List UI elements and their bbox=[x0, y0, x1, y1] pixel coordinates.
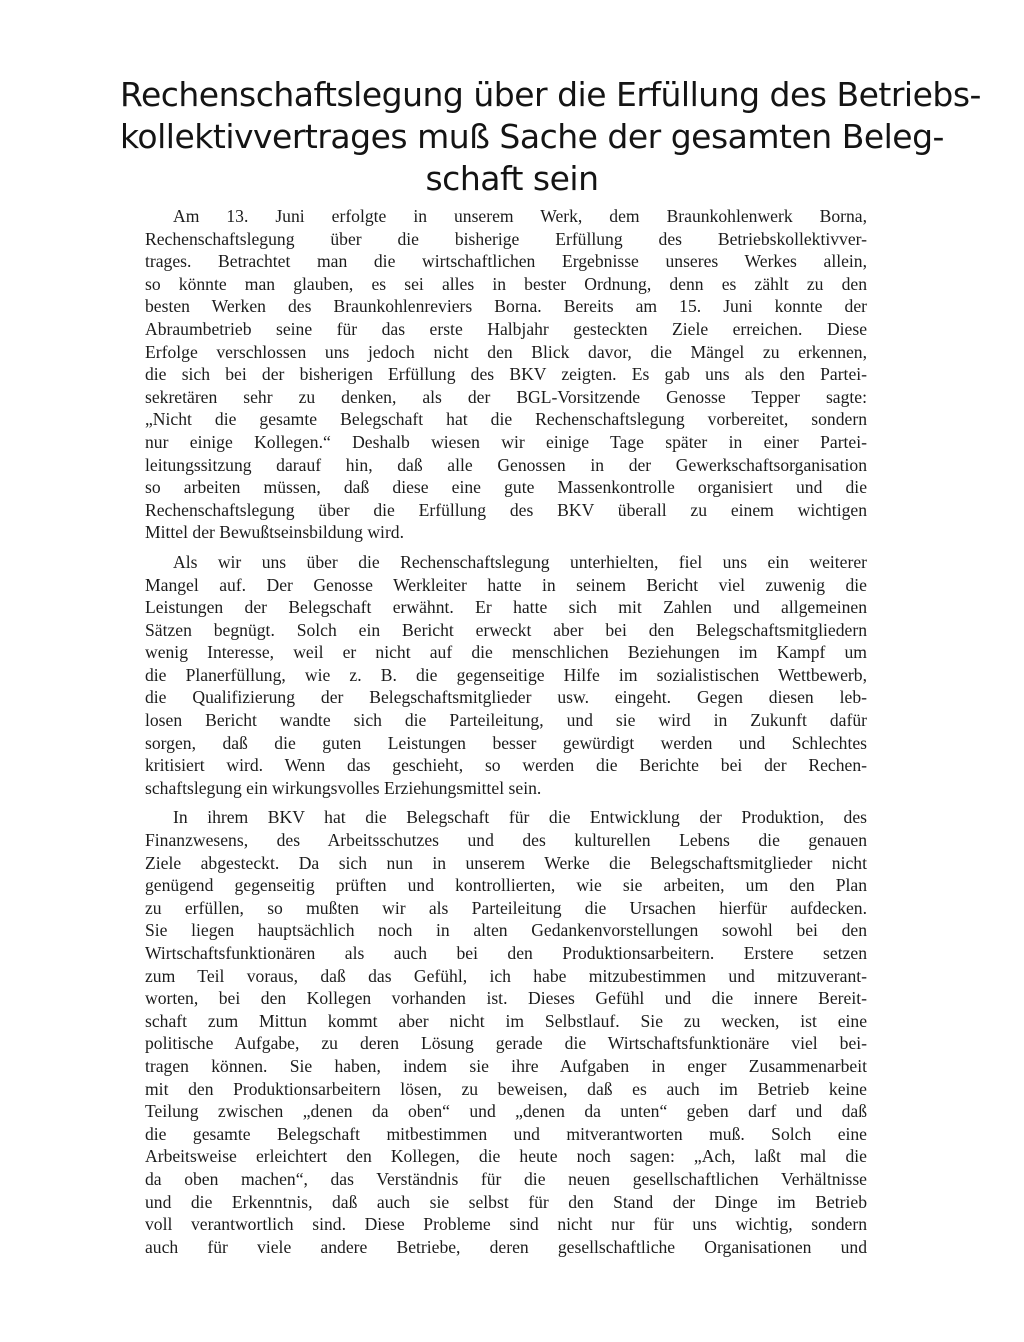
text-line: zum Teil voraus, daß das Gefühl, ich habe mitzubestimmen und mitzuverant- bbox=[145, 965, 867, 986]
text-line: leitungssitzung darauf hin, daß alle Genossen in der Gewerkschaftsorganisation bbox=[145, 454, 867, 475]
paragraph-3 bbox=[145, 806, 867, 1258]
article-body bbox=[145, 205, 867, 1265]
headline-line: schaft sein bbox=[425, 159, 599, 198]
text-line: Als wir uns über die Rechenschaftslegung unterhielten, fiel uns ein weiterer bbox=[173, 551, 867, 572]
text-line: Wirtschaftsfunktionären als auch bei den Produktionsarbeitern. Erstere setzen bbox=[145, 943, 867, 963]
text-line: so könnte man glauben, es sei alles in bester Ordnung, denn es zählt zu den bbox=[145, 273, 867, 294]
text-line: Teilung zwischen „denen da oben“ und „denen da unten“ geben darf und daß bbox=[145, 1101, 867, 1122]
text-line: da oben machen“, das Verständnis für die neuen gesellschaftlichen Verhältnisse bbox=[145, 1168, 867, 1189]
text-line: voll verantwortlich sind. Diese Probleme sind nicht nur für uns wichtig, sondern bbox=[145, 1214, 867, 1235]
text-line: die Qualifizierung der Belegschaftsmitglieder usw. eingeht. Gegen diesen leb- bbox=[145, 687, 867, 708]
text-line: so arbeiten müssen, daß diese eine gute Massenkontrolle organisiert und die bbox=[145, 477, 867, 498]
text-line: Sie liegen hauptsächlich noch in alten Gedankenvorstellungen sowohl bei den bbox=[145, 920, 867, 941]
text-line: worten, bei den Kollegen vorhanden ist. Dieses Gefühl und die innere Bereit- bbox=[145, 988, 867, 1009]
text-line: Rechenschaftslegung über die Erfüllung des BKV überall zu einem wichtigen bbox=[145, 499, 867, 520]
text-line: Mangel auf. Der Genosse Werkleiter hatte in seinem Bericht viel zuwenig die bbox=[145, 574, 867, 595]
text-line: kritisiert wird. Wenn das geschieht, so werden die Berichte bei der Rechen- bbox=[145, 755, 867, 776]
text-line: und die Erkenntnis, daß auch sie selbst für den Stand der Dinge im Betrieb bbox=[145, 1191, 867, 1212]
text-line: besten Werken des Braunkohlenreviers Borna. Bereits am 15. Juni konnte der bbox=[145, 296, 867, 317]
text-line: Am 13. Juni erfolgte in unserem Werk, dem Braunkohlenwerk Borna, bbox=[173, 206, 867, 226]
text-line: losen Bericht wandte sich die Parteileitung, und sie wird in Zukunft dafür bbox=[145, 710, 867, 731]
text-line: Rechenschaftslegung über die bisherige Erfüllung des Betriebskollektivver- bbox=[145, 228, 867, 249]
text-line: trages. Betrachtet man die wirtschaftlichen Ergebnisse unseres Werkes allein, bbox=[145, 251, 867, 272]
text-line: „Nicht die gesamte Belegschaft hat die Rechenschaftslegung vorbereitet, sondern bbox=[145, 409, 867, 430]
paragraph-2 bbox=[145, 551, 867, 800]
text-line: sorgen, daß die guten Leistungen besser gewürdigt werden und Schlechtes bbox=[145, 732, 867, 753]
text-line: politische Aufgabe, zu deren Lösung gerade die Wirtschaftsfunktionäre viel bei- bbox=[145, 1033, 867, 1054]
text-line: tragen können. Sie haben, indem sie ihre Aufgaben in enger Zusammenarbeit bbox=[145, 1055, 867, 1076]
text-line: Erfolge verschlossen uns jedoch nicht den Blick davor, die Mängel zu erkennen, bbox=[145, 341, 867, 362]
text-line: sekretären sehr zu denken, als der BGL-Vorsitzende Genosse Tepper sagte: bbox=[145, 386, 867, 407]
text-line: Sätzen begnügt. Solch ein Bericht erweckt aber bei den Belegschaftsmitgliedern bbox=[145, 619, 867, 640]
text-line: Abraumbetrieb seine für das erste Halbjahr gesteckten Ziele erreichen. Diese bbox=[145, 318, 867, 339]
paragraph-1 bbox=[145, 205, 867, 544]
text-line: genügend gegenseitig prüften und kontrollierten, wie sie arbeiten, um den Plan bbox=[145, 875, 867, 896]
text-line: die sich bei der bisherigen Erfüllung des BKV zeigten. Es gab uns als den Partei- bbox=[145, 364, 867, 385]
text-line: Finanzwesens, des Arbeitsschutzes und des kulturellen Lebens die genauen bbox=[145, 830, 867, 851]
text-line: wenig Interesse, weil er nicht auf die menschlichen Beziehungen im Kampf um bbox=[145, 642, 867, 663]
text-line: Arbeitsweise erleichtert den Kollegen, die heute noch sagen: „Ach, laßt mal die bbox=[145, 1146, 867, 1167]
text-line: die gesamte Belegschaft mitbestimmen und mitverantworten muß. Solch eine bbox=[145, 1123, 867, 1144]
article-headline bbox=[120, 74, 981, 200]
text-line: Ziele abgesteckt. Da sich nun in unserem Werke die Belegschaftsmitglieder nicht bbox=[145, 852, 867, 873]
text-line: auch für viele andere Betriebe, deren gesellschaftliche Organisationen und bbox=[145, 1236, 867, 1257]
headline-line: kollektivvertrages muß Sache der gesamten Beleg- bbox=[120, 117, 944, 156]
text-line: Mittel der Bewußtseinsbildung wird. bbox=[145, 522, 404, 543]
text-line: mit den Produktionsarbeitern lösen, zu beweisen, daß es auch im Betrieb keine bbox=[145, 1078, 867, 1099]
text-line: schaftslegung ein wirkungsvolles Erziehungsmittel sein. bbox=[145, 777, 542, 798]
text-line: Leistungen der Belegschaft erwähnt. Er hatte sich mit Zahlen und allgemeinen bbox=[145, 597, 867, 618]
text-line: zu erfüllen, so mußten wir als Parteileitung die Ursachen hierfür aufdecken. bbox=[145, 897, 867, 918]
headline-line: Rechenschaftslegung über die Erfüllung des Betriebs- bbox=[120, 75, 981, 114]
text-line: schaft zum Mittun kommt aber nicht im Selbstlauf. Sie zu wecken, ist eine bbox=[145, 1010, 867, 1031]
text-line: die Planerfüllung, wie z. B. die gegenseitige Hilfe im sozialistischen Wettbewerb, bbox=[145, 664, 867, 685]
text-line: In ihrem BKV hat die Belegschaft für die Entwicklung der Produktion, des bbox=[173, 807, 867, 828]
text-line: nur einige Kollegen.“ Deshalb wiesen wir einige Tage später in einer Partei- bbox=[145, 431, 867, 452]
